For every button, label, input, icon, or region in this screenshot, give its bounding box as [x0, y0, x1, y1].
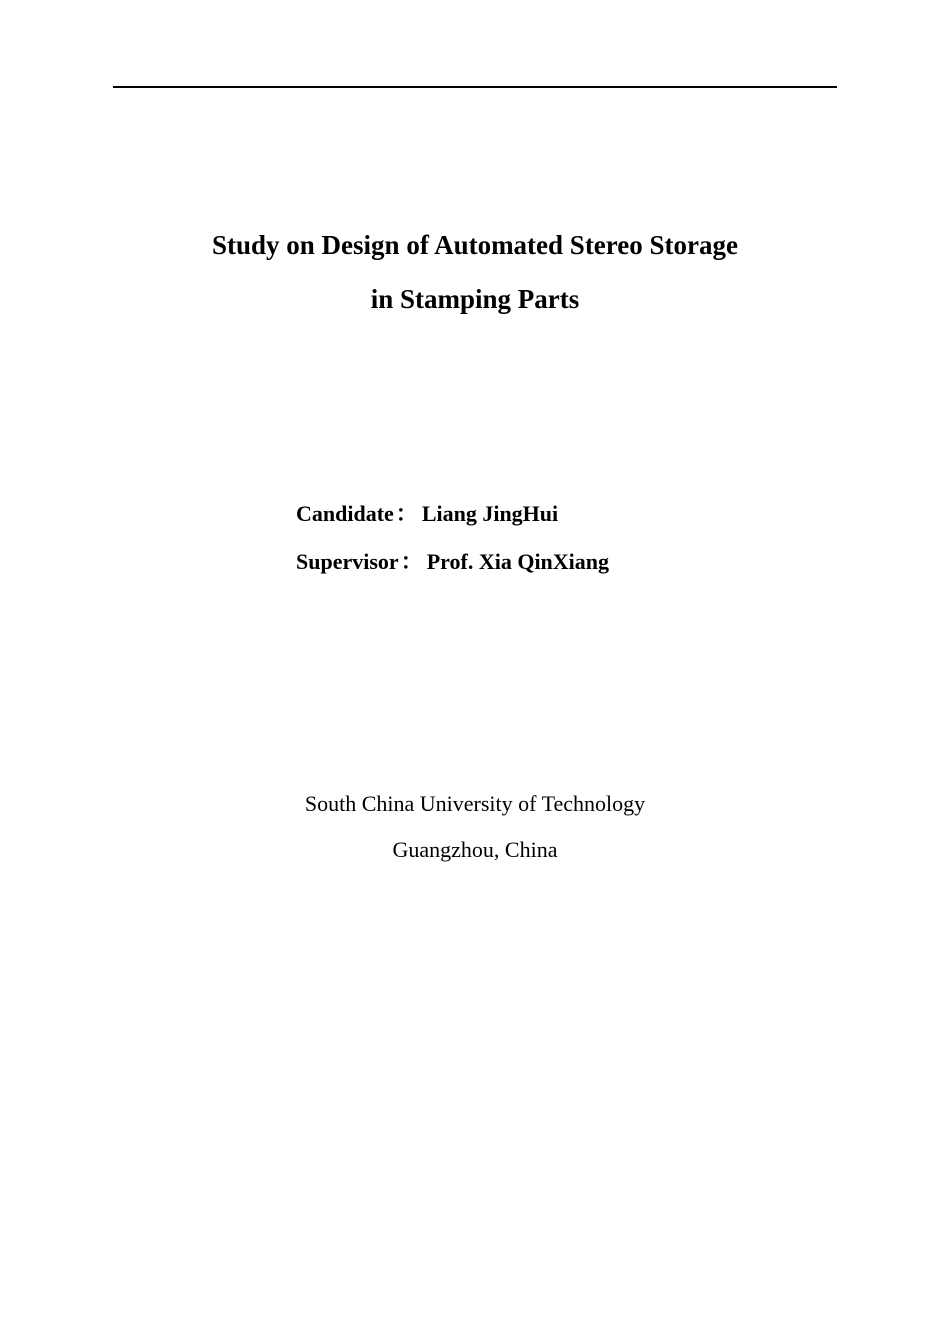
title-line-1: Study on Design of Automated Stereo Storage: [212, 230, 738, 260]
candidate-line: [296, 490, 609, 538]
supervisor-separator: ：: [400, 549, 423, 574]
supervisor-line: [296, 538, 609, 586]
author-info: [296, 490, 609, 586]
title-line-2: in Stamping Parts: [370, 284, 580, 314]
supervisor-label: Supervisor: [296, 549, 399, 574]
institution-info: [0, 781, 950, 873]
candidate-label: Candidate: [296, 501, 394, 526]
supervisor-name: Prof. Xia QinXiang: [426, 549, 610, 574]
header-rule: [113, 86, 837, 88]
institution-location: Guangzhou, China: [392, 837, 558, 862]
thesis-title: [0, 218, 950, 326]
institution-name: South China University of Technology: [304, 791, 646, 816]
candidate-name: Liang JingHui: [421, 501, 559, 526]
candidate-separator: ：: [395, 501, 418, 526]
